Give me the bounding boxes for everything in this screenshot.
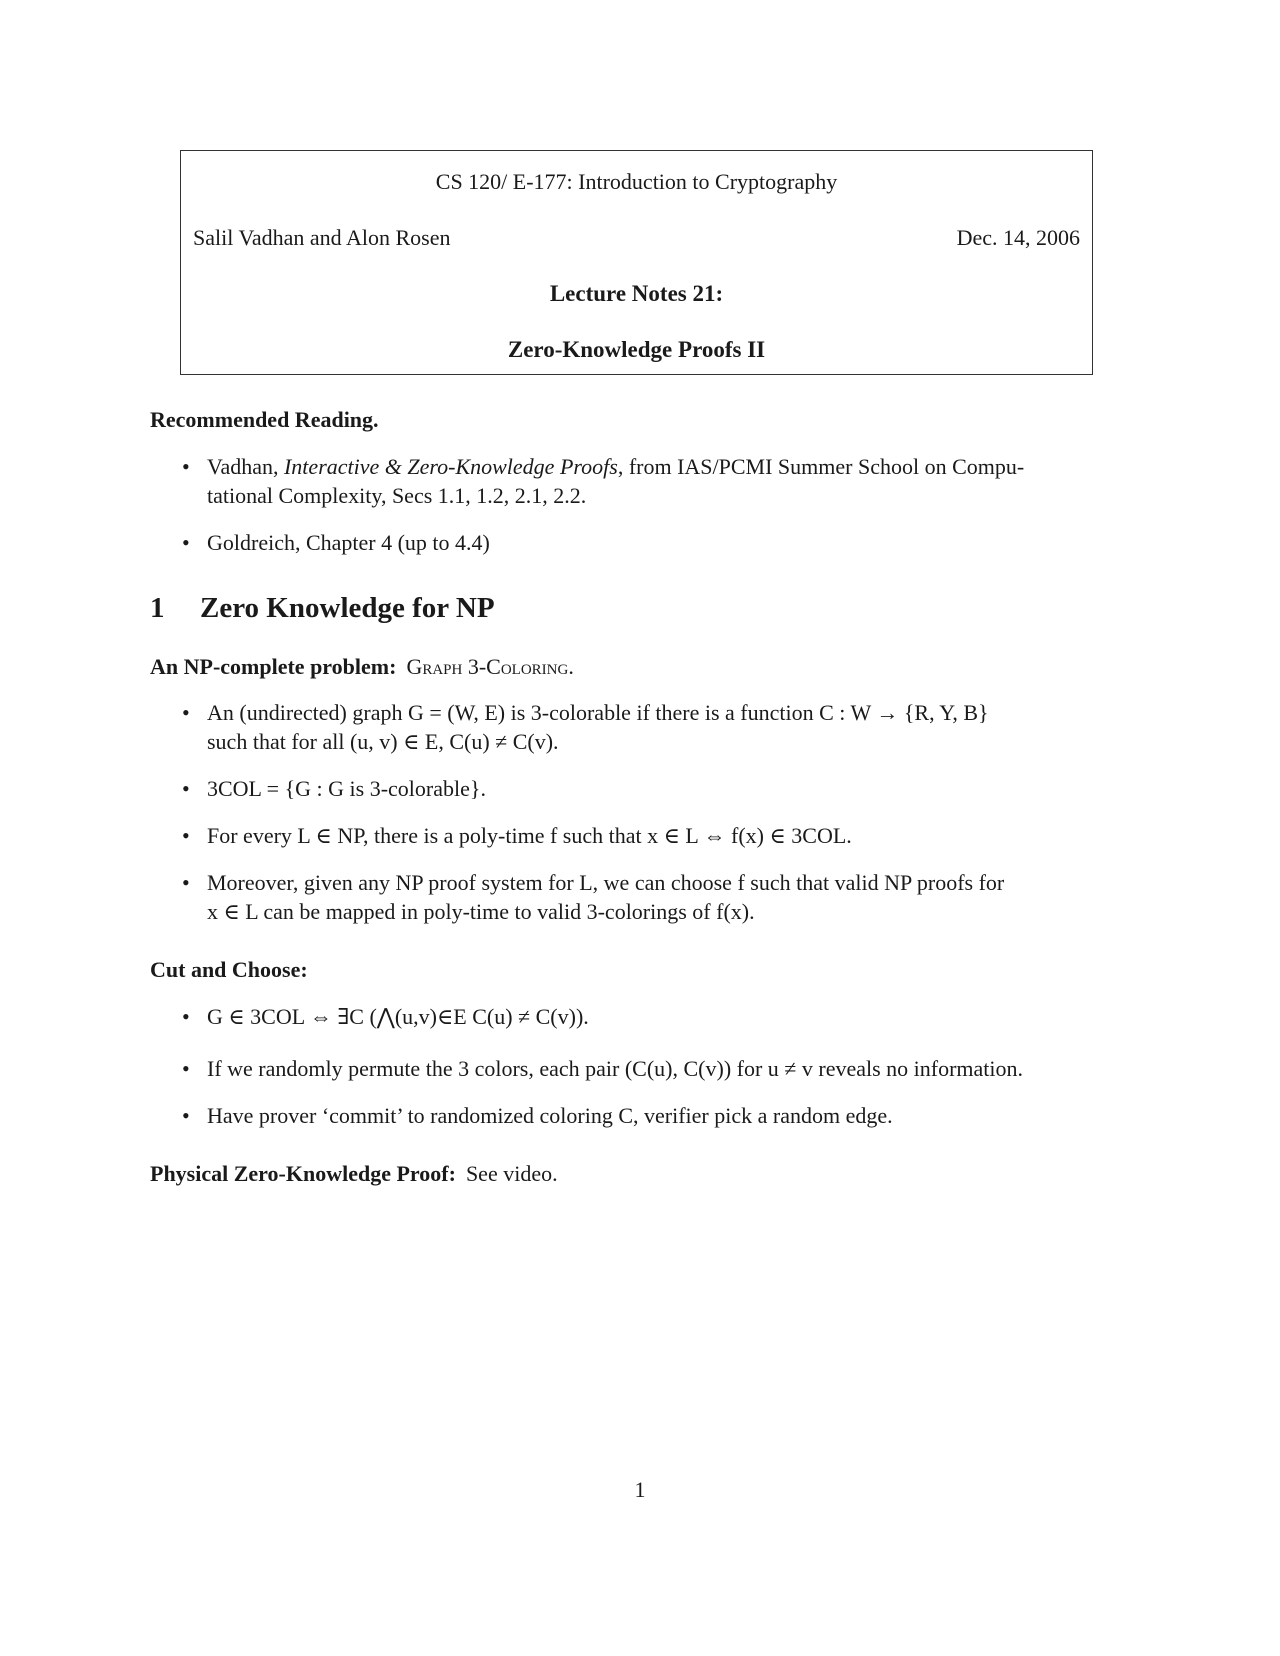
np-bullet-proof-mapping <box>207 868 1127 926</box>
bullet-icon: • <box>182 530 190 555</box>
bullet-icon: • <box>182 870 190 895</box>
cut-choose-permute: If we randomly permute the 3 colors, each pair (C(u), C(v)) for u ≠ v reveals no information. <box>207 1056 1024 1081</box>
physical-zk-label: Physical Zero-Knowledge Proof: <box>150 1161 456 1186</box>
section-number: 1 <box>150 592 165 624</box>
np-complete-problem: Graph 3-Coloring. <box>406 654 574 679</box>
cut-choose-formula: G ∈ 3COL ⇔ ∃C (⋀(u,v)∈E C(u) ≠ C(v)). <box>207 1004 589 1029</box>
np-complete-label: An NP-complete problem: <box>150 654 397 679</box>
reading-item-goldreich: Goldreich, Chapter 4 (up to 4.4) <box>207 530 490 555</box>
bullet-icon: • <box>182 776 190 801</box>
reading-item-title: Interactive & Zero-Knowledge Proofs <box>283 454 618 479</box>
np-bullet-3colorable-line1: An (undirected) graph G = (W, E) is 3-colorable if there is a function C : W → {R, Y, B} <box>207 700 989 725</box>
course-title: CS 120/ E-177: Introduction to Cryptography <box>435 169 838 194</box>
cut-choose-commit: Have prover ‘commit’ to randomized coloring C, verifier pick a random edge. <box>207 1103 893 1128</box>
physical-zk-text: See video. <box>465 1161 558 1186</box>
reading-heading: Recommended Reading. <box>150 407 379 432</box>
date: Dec. 14, 2006 <box>956 225 1080 250</box>
np-complete-heading <box>150 654 574 680</box>
bullet-icon: • <box>182 1056 190 1081</box>
authors: Salil Vadhan and Alon Rosen <box>193 225 451 250</box>
np-bullet-3col-def: 3COL = {G : G is 3-colorable}. <box>207 776 486 801</box>
bullet-icon: • <box>182 1004 190 1029</box>
reading-item-rest: , from IAS/PCMI Summer School on Compu- <box>617 454 1025 479</box>
np-bullet-3colorable-line2: such that for all (u, v) ∈ E, C(u) ≠ C(v). <box>207 729 559 754</box>
reading-item-prefix: Vadhan, <box>207 454 284 479</box>
reading-item-line2: tational Complexity, Secs 1.1, 1.2, 2.1, 2.2. <box>207 483 587 508</box>
bullet-icon: • <box>182 700 190 725</box>
lecture-number: Lecture Notes 21: <box>549 281 724 306</box>
lecture-topic: Zero-Knowledge Proofs II <box>507 337 766 362</box>
section-heading <box>150 592 495 625</box>
np-bullet-proof-mapping-line2: x ∈ L can be mapped in poly-time to valid 3-colorings of f(x). <box>207 899 755 924</box>
np-bullet-proof-mapping-line1: Moreover, given any NP proof system for L, we can choose f such that valid NP proofs for <box>207 870 1005 895</box>
np-bullet-reduction: For every L ∈ NP, there is a poly-time f such that x ∈ L ⇔ f(x) ∈ 3COL. <box>207 823 852 848</box>
cut-choose-heading: Cut and Choose: <box>150 957 308 982</box>
physical-zk-heading <box>150 1161 558 1187</box>
title-box <box>180 150 1093 375</box>
page-number: 1 <box>634 1477 646 1502</box>
section-title: Zero Knowledge for NP <box>200 592 495 624</box>
np-bullet-3colorable <box>207 698 1127 756</box>
bullet-icon: • <box>182 454 190 479</box>
bullet-icon: • <box>182 1103 190 1128</box>
bullet-icon: • <box>182 823 190 848</box>
reading-item-vadhan <box>207 452 1127 510</box>
